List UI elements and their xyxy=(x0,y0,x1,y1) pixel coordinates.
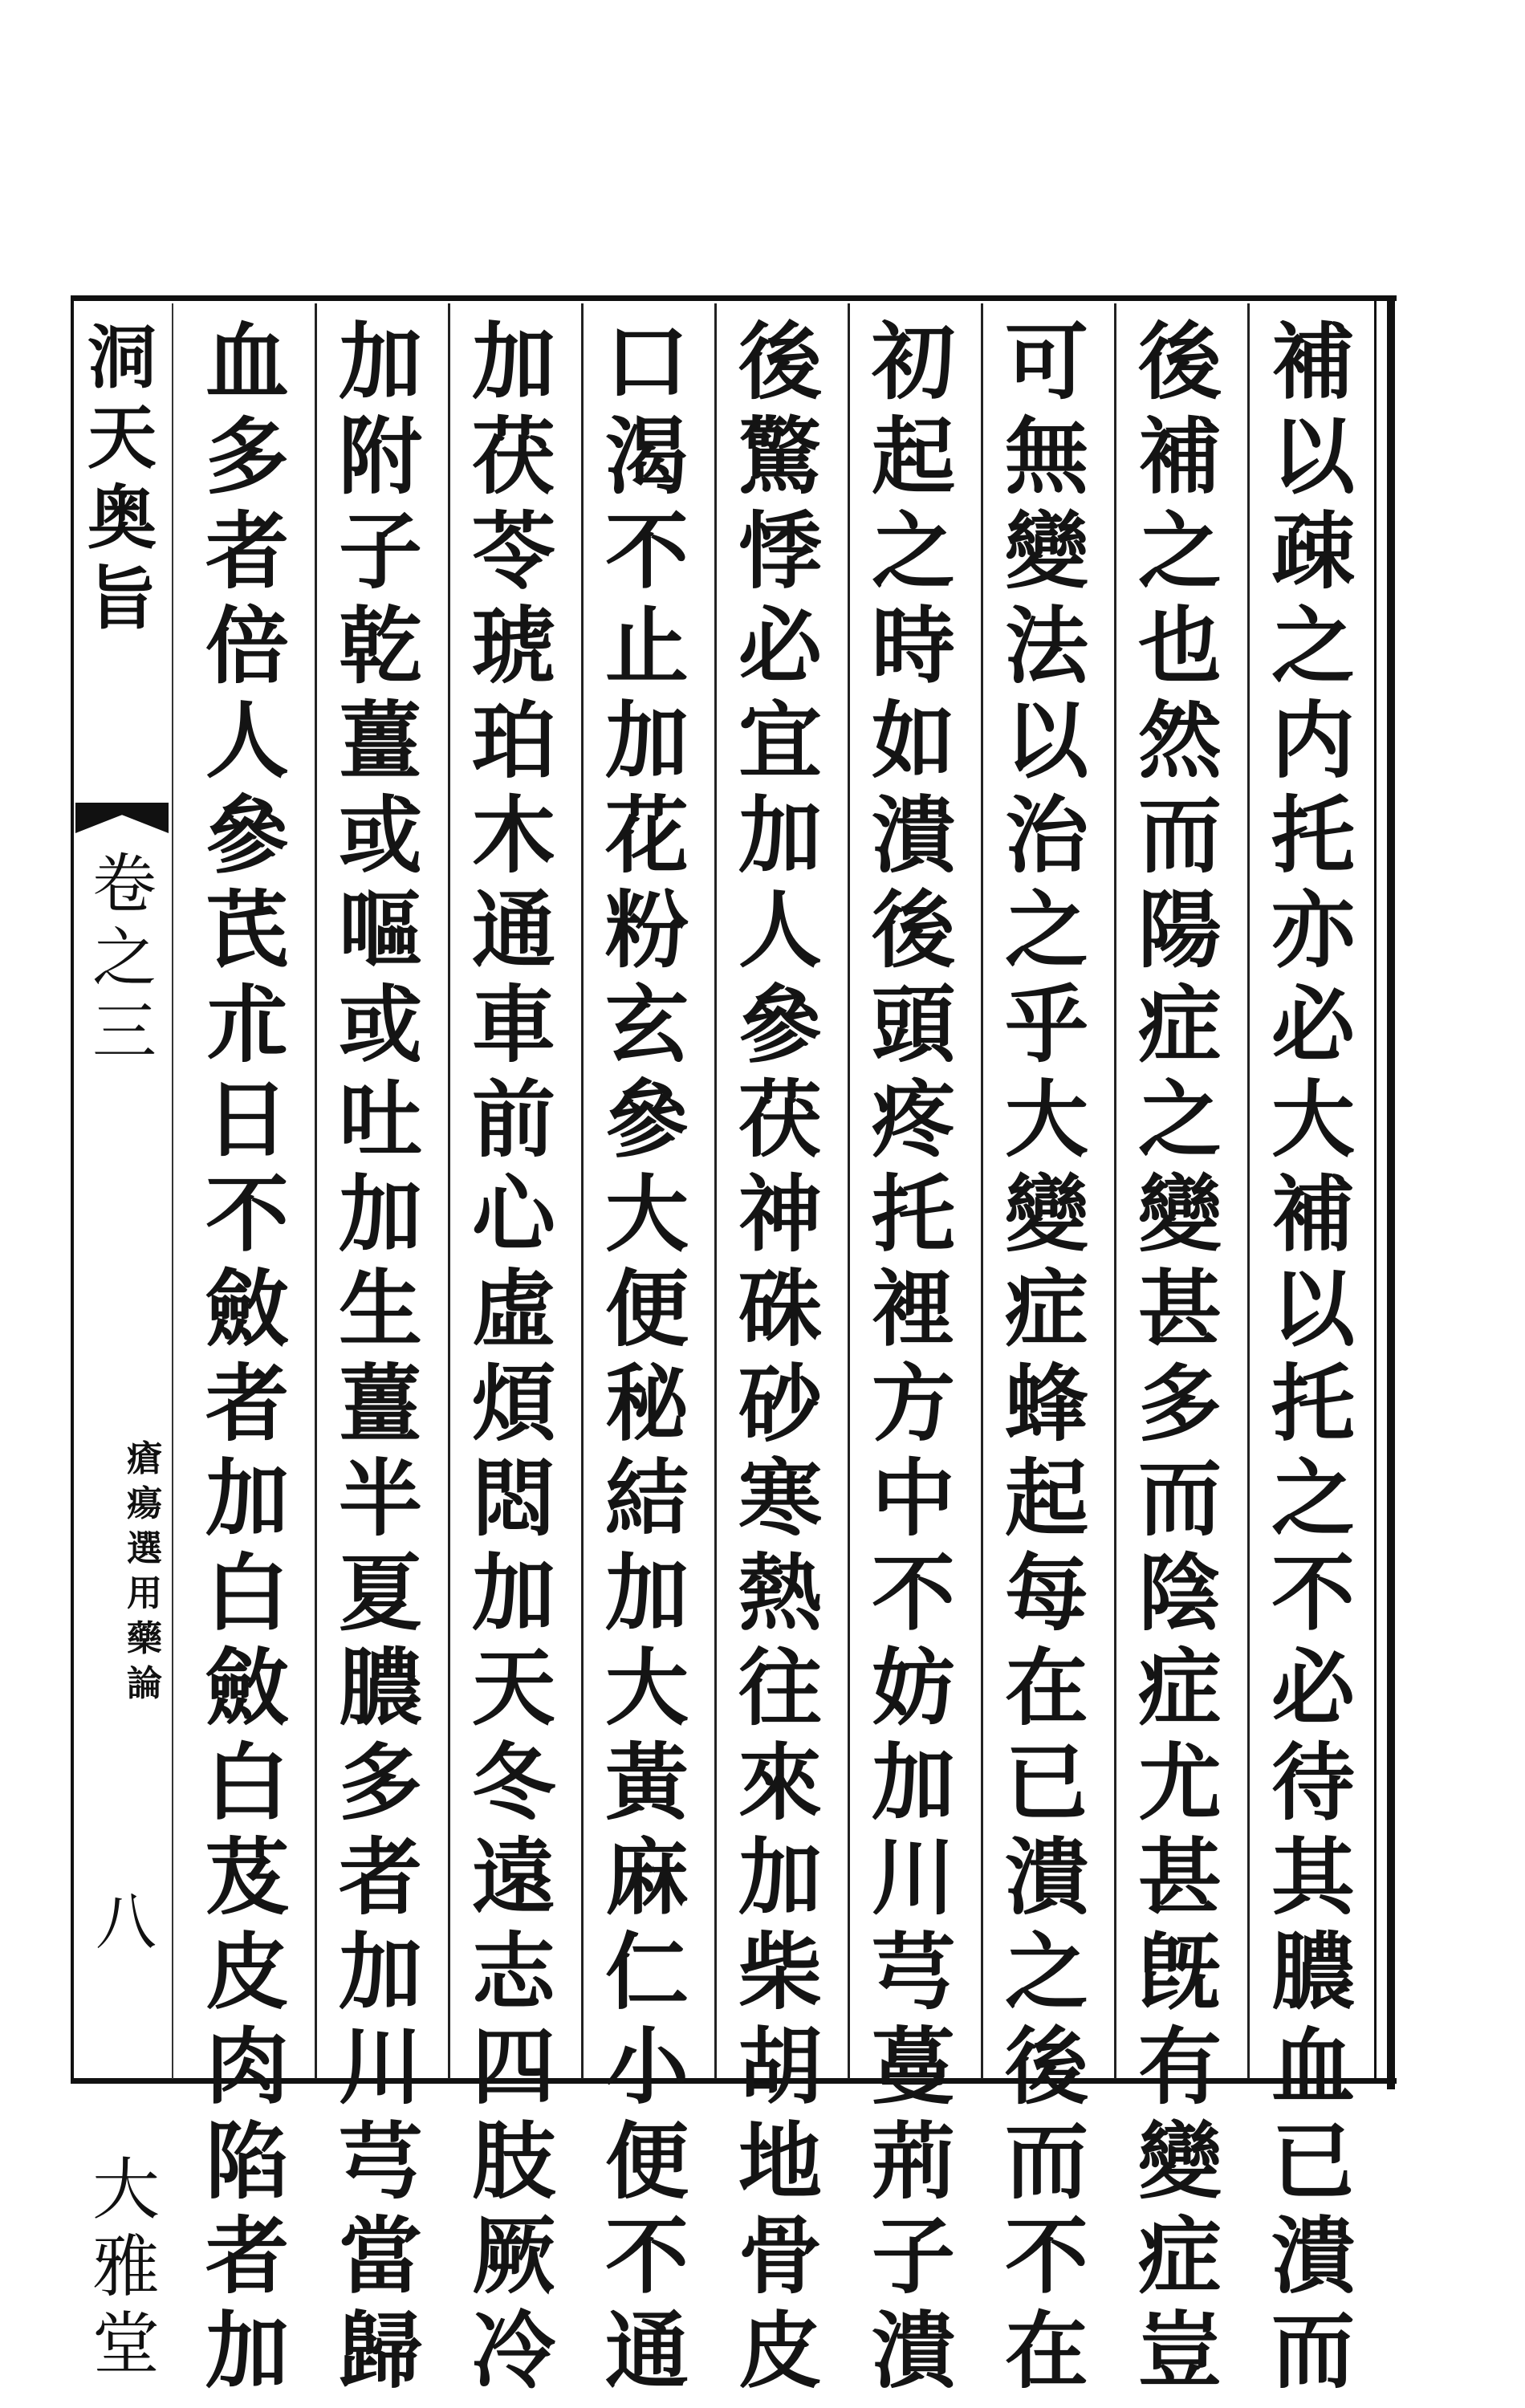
text-column xyxy=(990,312,1103,2400)
character: 方 xyxy=(871,1354,955,1453)
character: 車 xyxy=(471,975,555,1074)
character: 往 xyxy=(738,1638,822,1737)
character: 用 xyxy=(127,1573,162,1614)
character: 骨 xyxy=(738,2207,822,2305)
character: 中 xyxy=(871,1449,955,1548)
character: 之 xyxy=(1137,1070,1222,1169)
character: 大 xyxy=(92,2150,160,2229)
character: 潰 xyxy=(1004,1828,1088,1926)
character: 地 xyxy=(738,2112,822,2211)
character: 無 xyxy=(1004,407,1088,506)
character: 胡 xyxy=(738,2017,822,2116)
character: 附 xyxy=(338,407,422,506)
character: 半 xyxy=(338,1449,422,1548)
character: 大 xyxy=(1271,1070,1355,1169)
character: 多 xyxy=(338,1733,422,1832)
character: 秘 xyxy=(604,1354,689,1453)
character: 通 xyxy=(604,2301,689,2400)
character: 渴 xyxy=(604,407,689,506)
character: 在 xyxy=(1004,1638,1088,1737)
character: 膿 xyxy=(338,1638,422,1737)
column-rule xyxy=(1114,303,1116,2079)
character: 川 xyxy=(338,2017,422,2116)
character: 虛 xyxy=(471,1259,555,1358)
character: 琥 xyxy=(471,596,555,695)
character: 必 xyxy=(1271,1638,1355,1737)
character: 内 xyxy=(1271,691,1355,790)
character: 花 xyxy=(604,786,689,885)
character: 吐 xyxy=(338,1070,422,1169)
character: 瘍 xyxy=(127,1483,162,1524)
character: 頭 xyxy=(871,975,955,1074)
character: 天 xyxy=(471,1638,555,1737)
character: 症 xyxy=(1137,1638,1222,1737)
character: 苓 xyxy=(471,502,555,600)
character: 變 xyxy=(1004,502,1088,600)
character: 人 xyxy=(738,881,822,979)
character: 宜 xyxy=(738,691,822,790)
character: 大 xyxy=(604,1165,689,1263)
character: 芨 xyxy=(205,1828,289,1926)
character: 加 xyxy=(205,1449,289,1548)
character: 裡 xyxy=(871,1259,955,1358)
character: 後 xyxy=(871,881,955,979)
character: 多 xyxy=(1137,1354,1222,1453)
margin-rule xyxy=(172,303,173,2079)
character: 參 xyxy=(604,1070,689,1169)
character: 不 xyxy=(604,2207,689,2305)
character: 已 xyxy=(1004,1733,1088,1832)
character: 加 xyxy=(471,312,555,411)
character: 斂 xyxy=(205,1638,289,1737)
page-number: 八 xyxy=(96,1886,157,1958)
character: 不 xyxy=(205,1165,289,1263)
character: 加 xyxy=(738,1828,822,1926)
character: 法 xyxy=(1004,596,1088,695)
character: 時 xyxy=(871,596,955,695)
text-column xyxy=(857,312,970,2400)
column-rule xyxy=(981,303,983,2079)
character: 症 xyxy=(1137,2207,1222,2305)
column-rule xyxy=(714,303,717,2079)
character: 粉 xyxy=(604,881,689,979)
character: 奥 xyxy=(87,478,157,559)
character: 後 xyxy=(738,312,822,411)
character: 熱 xyxy=(738,1544,822,1642)
page-margin xyxy=(74,305,170,2383)
character: 悶 xyxy=(471,1449,555,1548)
character: 人 xyxy=(205,691,289,790)
character: 而 xyxy=(1137,1449,1222,1548)
character: 薑 xyxy=(338,691,422,790)
character: 硃 xyxy=(738,1259,822,1358)
character: 卷 xyxy=(92,847,157,921)
character: 血 xyxy=(205,312,289,411)
character: 之 xyxy=(871,502,955,600)
character: 必 xyxy=(1271,975,1355,1074)
character: 疼 xyxy=(871,1070,955,1169)
character: 不 xyxy=(1004,2207,1088,2305)
column-rule xyxy=(581,303,584,2079)
character: 朮 xyxy=(205,975,289,1074)
character: 然 xyxy=(1137,691,1222,790)
character: 補 xyxy=(1271,312,1355,411)
character: 厥 xyxy=(471,2207,555,2305)
character: 大 xyxy=(1004,1070,1088,1169)
character: 不 xyxy=(604,502,689,600)
character: 煩 xyxy=(471,1354,555,1453)
character: 而 xyxy=(1271,2301,1355,2400)
character: 驚 xyxy=(738,407,822,506)
character: 變 xyxy=(1137,2112,1222,2211)
fishtail-mark xyxy=(75,803,169,833)
character: 起 xyxy=(1004,1449,1088,1548)
character: 加 xyxy=(338,1165,422,1263)
character: 皮 xyxy=(205,1922,289,2021)
character: 待 xyxy=(1271,1733,1355,1832)
character: 旨 xyxy=(87,558,157,639)
character: 白 xyxy=(205,1544,289,1642)
character: 潰 xyxy=(871,786,955,885)
character: 症 xyxy=(1004,1259,1088,1358)
frame-inner-rule xyxy=(1374,299,1377,2081)
character: 後 xyxy=(1137,312,1222,411)
character: 木 xyxy=(471,786,555,885)
character: 變 xyxy=(1004,1165,1088,1263)
frame-right-rule xyxy=(1387,295,1395,2089)
character: 止 xyxy=(604,596,689,695)
book-title xyxy=(74,318,170,639)
character: 柴 xyxy=(738,1922,822,2021)
character: 甚 xyxy=(1137,1259,1222,1358)
character: 加 xyxy=(338,1922,422,2021)
character: 蔓 xyxy=(871,2017,955,2116)
character: 仁 xyxy=(604,1922,689,2021)
character: 參 xyxy=(738,975,822,1074)
text-column xyxy=(458,312,570,2400)
character: 補 xyxy=(1271,1165,1355,1263)
character: 歸 xyxy=(338,2301,422,2400)
character: 來 xyxy=(738,1733,822,1832)
character: 洞 xyxy=(87,317,157,398)
character: 倍 xyxy=(205,596,289,695)
character: 蜂 xyxy=(1004,1354,1088,1453)
character: 初 xyxy=(871,312,955,411)
character: 冷 xyxy=(471,2301,555,2400)
character: 之 xyxy=(1137,502,1222,600)
character: 以 xyxy=(1271,1259,1355,1358)
character: 夏 xyxy=(338,1544,422,1642)
character: 瘡 xyxy=(127,1438,162,1479)
character: 便 xyxy=(604,2112,689,2211)
character: 或 xyxy=(338,975,422,1074)
character: 乾 xyxy=(338,596,422,695)
character: 或 xyxy=(338,786,422,885)
character: 加 xyxy=(738,786,822,885)
character: 藥 xyxy=(127,1618,162,1659)
character: 已 xyxy=(1271,2112,1355,2211)
character: 托 xyxy=(1271,1354,1355,1453)
character: 加 xyxy=(338,312,422,411)
character: 陽 xyxy=(1137,881,1222,979)
character: 有 xyxy=(1137,2017,1222,2116)
character: 膿 xyxy=(1271,1922,1355,2021)
character: 之 xyxy=(1004,881,1088,979)
character: 如 xyxy=(871,691,955,790)
character: 悸 xyxy=(738,502,822,600)
character: 黃 xyxy=(604,1733,689,1832)
character: 論 xyxy=(127,1663,162,1704)
character: 不 xyxy=(871,1544,955,1642)
text-column xyxy=(324,312,437,2400)
character: 豈 xyxy=(1137,2301,1222,2400)
character: 芪 xyxy=(205,881,289,979)
character: 之 xyxy=(1004,1922,1088,2021)
character: 砂 xyxy=(738,1354,822,1453)
character: 麻 xyxy=(604,1828,689,1926)
character: 尤 xyxy=(1137,1733,1222,1832)
column-rule xyxy=(315,303,317,2079)
character: 也 xyxy=(1137,596,1222,695)
character: 者 xyxy=(338,1828,422,1926)
character: 托 xyxy=(1271,786,1355,885)
character: 以 xyxy=(1004,691,1088,790)
character: 症 xyxy=(1137,975,1222,1074)
character: 托 xyxy=(871,1165,955,1263)
character: 變 xyxy=(1137,1165,1222,1263)
character: 旣 xyxy=(1137,1922,1222,2021)
character: 在 xyxy=(1004,2301,1088,2400)
character: 潰 xyxy=(871,2301,955,2400)
character: 遠 xyxy=(471,1828,555,1926)
character: 之 xyxy=(1271,596,1355,695)
character: 前 xyxy=(471,1070,555,1169)
character: 補 xyxy=(1137,407,1222,506)
character: 以 xyxy=(1271,407,1355,506)
character: 後 xyxy=(1004,2017,1088,2116)
character: 茯 xyxy=(471,407,555,506)
character: 嘔 xyxy=(338,881,422,979)
character: 小 xyxy=(604,2017,689,2116)
character: 川 xyxy=(871,1828,955,1926)
character: 必 xyxy=(738,596,822,695)
character: 者 xyxy=(205,502,289,600)
column-rule xyxy=(1247,303,1250,2079)
character: 荊 xyxy=(871,2112,955,2211)
character: 志 xyxy=(471,1922,555,2021)
character: 薑 xyxy=(338,1354,422,1453)
text-column xyxy=(1257,312,1369,2400)
character: 日 xyxy=(205,1070,289,1169)
chapter-title xyxy=(122,1437,167,1706)
character: 玄 xyxy=(604,975,689,1074)
character: 雅 xyxy=(92,2227,160,2306)
character: 亦 xyxy=(1271,881,1355,979)
character: 甚 xyxy=(1137,1828,1222,1926)
character: 四 xyxy=(471,2017,555,2116)
character: 肢 xyxy=(471,2112,555,2211)
character: 每 xyxy=(1004,1544,1088,1642)
character: 天 xyxy=(87,397,157,478)
character: 參 xyxy=(205,786,289,885)
publisher-name xyxy=(82,2151,170,2382)
character: 大 xyxy=(604,1638,689,1737)
character: 芎 xyxy=(338,2112,422,2211)
text-column xyxy=(591,312,703,2400)
character: 者 xyxy=(205,2207,289,2305)
character: 斂 xyxy=(205,1259,289,1358)
character: 之 xyxy=(92,921,157,995)
character: 子 xyxy=(871,2207,955,2305)
character: 加 xyxy=(604,691,689,790)
text-column xyxy=(724,312,836,2400)
character: 其 xyxy=(1271,1828,1355,1926)
character: 神 xyxy=(738,1165,822,1263)
character: 皮 xyxy=(738,2301,822,2400)
character: 白 xyxy=(205,1733,289,1832)
character: 之 xyxy=(1271,1449,1355,1548)
character: 肉 xyxy=(205,2017,289,2116)
character: 妨 xyxy=(871,1638,955,1737)
character: 加 xyxy=(205,2301,289,2400)
character: 選 xyxy=(127,1528,162,1569)
column-rule xyxy=(448,303,450,2079)
column-rule xyxy=(848,303,850,2079)
character: 而 xyxy=(1137,786,1222,885)
character: 珀 xyxy=(471,691,555,790)
character: 冬 xyxy=(471,1733,555,1832)
character: 芎 xyxy=(871,1922,955,2021)
character: 陷 xyxy=(205,2112,289,2211)
character: 起 xyxy=(871,407,955,506)
character: 陰 xyxy=(1137,1544,1222,1642)
text-column xyxy=(1124,312,1236,2400)
volume-label xyxy=(88,848,161,1069)
character: 血 xyxy=(1271,2017,1355,2116)
character: 茯 xyxy=(738,1070,822,1169)
character: 當 xyxy=(338,2207,422,2305)
character: 加 xyxy=(604,1544,689,1642)
character: 口 xyxy=(604,312,689,411)
character: 潰 xyxy=(1271,2207,1355,2305)
text-column xyxy=(191,312,303,2400)
character: 通 xyxy=(471,881,555,979)
character: 三 xyxy=(92,995,157,1069)
character: 乎 xyxy=(1004,975,1088,1074)
character: 治 xyxy=(1004,786,1088,885)
character: 不 xyxy=(1271,1544,1355,1642)
character: 加 xyxy=(871,1733,955,1832)
character: 生 xyxy=(338,1259,422,1358)
character: 疎 xyxy=(1271,502,1355,600)
character: 加 xyxy=(471,1544,555,1642)
character: 而 xyxy=(1004,2112,1088,2211)
character: 多 xyxy=(205,407,289,506)
character: 可 xyxy=(1004,312,1088,411)
character: 便 xyxy=(604,1259,689,1358)
character: 結 xyxy=(604,1449,689,1548)
character: 者 xyxy=(205,1354,289,1453)
character: 心 xyxy=(471,1165,555,1263)
character: 堂 xyxy=(92,2304,160,2383)
character: 寒 xyxy=(738,1449,822,1548)
character: 子 xyxy=(338,502,422,600)
